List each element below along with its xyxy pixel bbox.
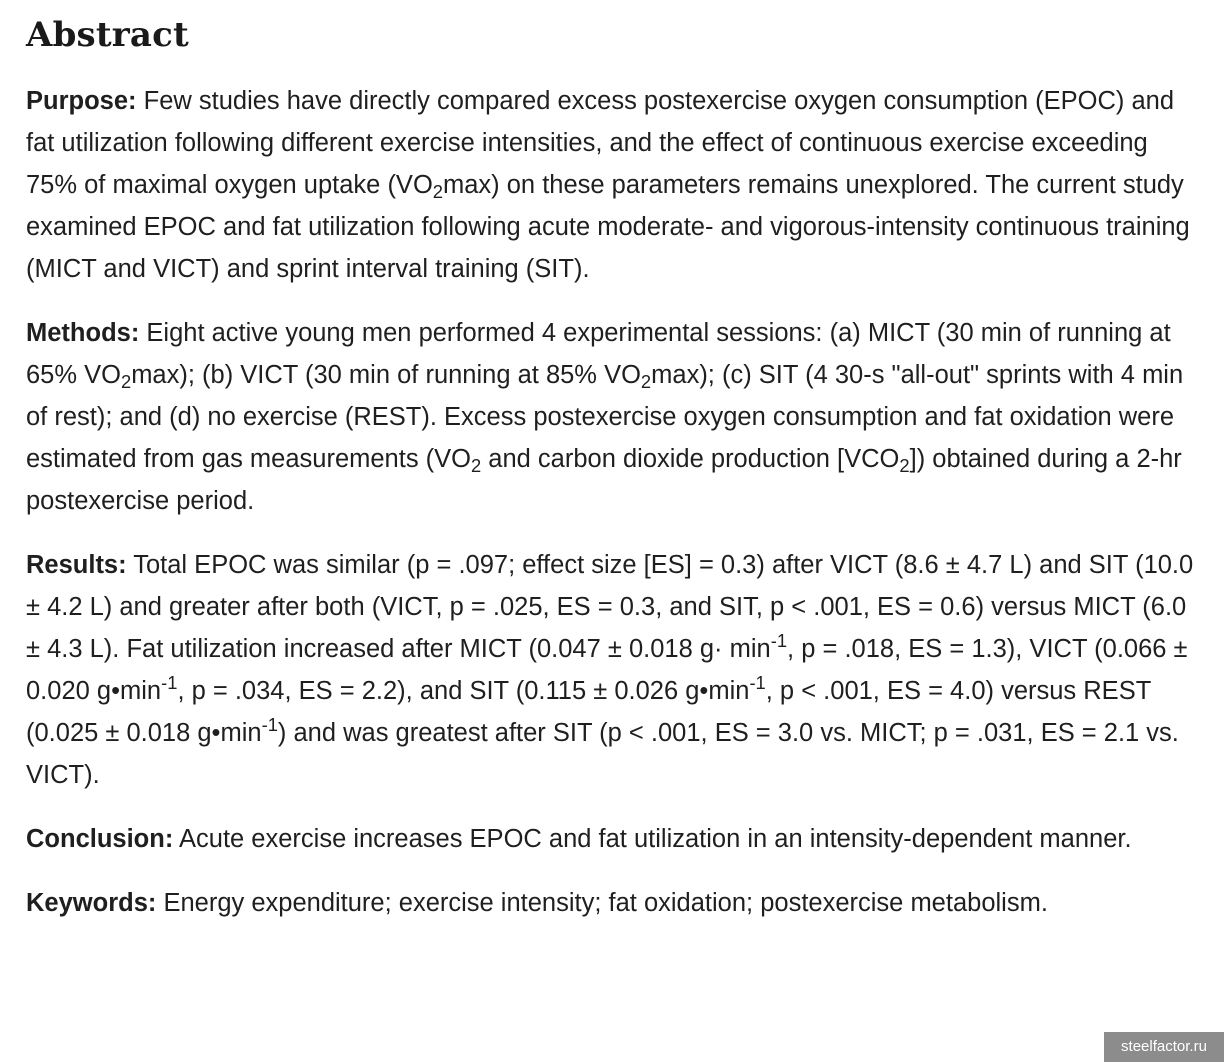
conclusion-label: Conclusion: xyxy=(26,825,174,853)
methods-label: Methods: xyxy=(26,319,140,347)
keywords-label: Keywords: xyxy=(26,889,157,917)
superscript-neg1: -1 xyxy=(261,713,278,735)
purpose-paragraph xyxy=(26,80,1198,290)
results-label: Results: xyxy=(26,551,127,579)
watermark-label: steelfactor.ru xyxy=(1104,1032,1224,1062)
methods-text-5: ]) obtained during a 2-hr postexercise period. xyxy=(26,445,1182,515)
results-text-2: , p = .018, ES = 1.3), VICT (0.066 ± 0.020 g•min xyxy=(26,635,1188,705)
keywords-paragraph xyxy=(26,882,1198,924)
subscript-2: 2 xyxy=(640,371,652,393)
results-paragraph xyxy=(26,544,1198,796)
methods-text-4: and carbon dioxide production [VCO xyxy=(481,445,900,473)
purpose-label: Purpose: xyxy=(26,87,137,115)
conclusion-paragraph xyxy=(26,818,1198,860)
methods-text-2: max); (b) VICT (30 min of running at 85% VO xyxy=(131,361,641,389)
subscript-2: 2 xyxy=(120,371,132,393)
abstract-section xyxy=(26,0,1198,924)
results-text-5: ) and was greatest after SIT (p < .001, ES = 3.0 vs. MICT; p = .031, ES = 2.1 vs. VICT). xyxy=(26,719,1179,789)
superscript-neg1: -1 xyxy=(770,629,788,651)
subscript-2: 2 xyxy=(432,181,443,203)
conclusion-text: Acute exercise increases EPOC and fat utilization in an intensity-dependent manner. xyxy=(173,825,1132,853)
purpose-text-2: max) on these parameters remains unexplored. The current study examined EPOC and fat utilization following acute moderate- and vigorous-intensity continuous training (MICT and VICT) and sprint interval training (SIT). xyxy=(26,171,1190,283)
superscript-neg1: -1 xyxy=(749,671,766,693)
purpose-text-1: Few studies have directly compared excess postexercise oxygen consumption (EPOC) and fat utilization following different exercise intensities, and the effect of continuous exercise exceeding 75% of maximal oxygen uptake (VO xyxy=(26,87,1175,199)
methods-paragraph xyxy=(26,312,1198,522)
results-text-1: Total EPOC was similar (p = .097; effect size [ES] = 0.3) after VICT (8.6 ± 4.7 L) and SIT (10.0 ± 4.2 L) and greater after both (VICT, p = .025, ES = 0.3, and SIT, p < .001, ES = 0.6) versus MICT (6.0 ± 4.3 L). Fat utilization increased after MICT (0.047 ± 0.018 g· min xyxy=(26,551,1194,663)
methods-text-3: max); (c) SIT (4 30-s "all-out" sprints with 4 min of rest); and (d) no exercise (REST). Excess postexercise oxygen consumption and fat oxidation were estimated from gas measurements (VO xyxy=(26,361,1184,473)
subscript-2: 2 xyxy=(899,455,910,477)
superscript-neg1: -1 xyxy=(161,671,178,693)
abstract-heading: Abstract xyxy=(26,15,189,55)
subscript-2: 2 xyxy=(471,455,482,477)
keywords-text: Energy expenditure; exercise intensity; fat oxidation; postexercise metabolism. xyxy=(156,889,1048,917)
results-text-4: , p < .001, ES = 4.0) versus REST (0.025 ± 0.018 g•min xyxy=(26,677,1151,747)
methods-text-1: Eight active young men performed 4 experimental sessions: (a) MICT (30 min of running at 65% VO xyxy=(26,319,1171,389)
results-text-3: , p = .034, ES = 2.2), and SIT (0.115 ± 0.026 g•min xyxy=(177,677,750,705)
